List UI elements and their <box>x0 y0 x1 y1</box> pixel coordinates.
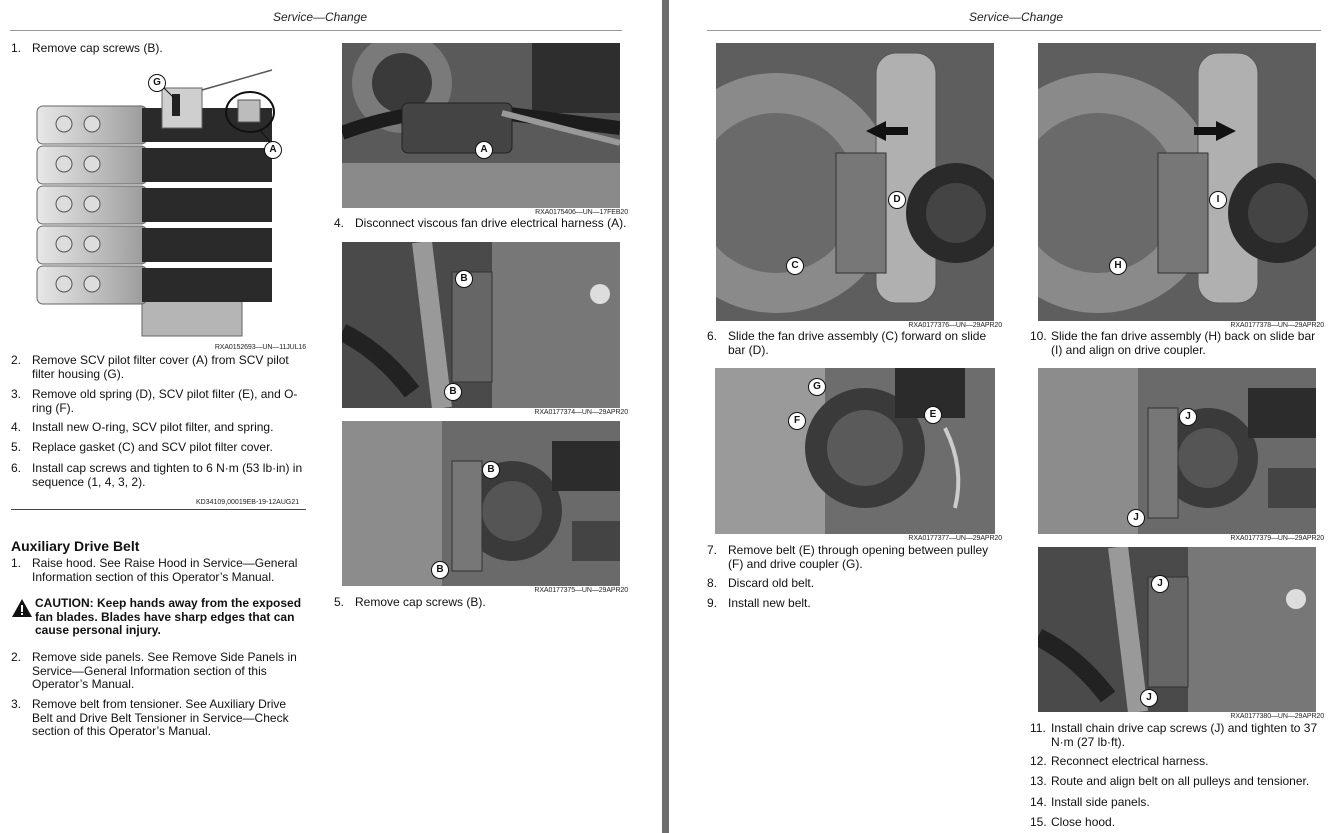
step-11: 11. Install chain drive cap screws (J) and tighten to 37 N·m (27 lb·ft). <box>1030 721 1318 749</box>
step-8: 8. Discard old belt. <box>707 576 815 590</box>
step-4-disconnect: 4. Disconnect viscous fan drive electrical harness (A). <box>334 216 627 230</box>
callout-j: J <box>1179 408 1197 426</box>
step-1: 1. Remove cap screws (B). <box>11 41 163 55</box>
callout-b: B <box>444 383 462 401</box>
section-rule <box>11 509 306 510</box>
photo-fan-drive-back <box>1038 43 1316 321</box>
step-5-remove: 5. Remove cap screws (B). <box>334 595 486 609</box>
image-caption: RXA0177374—UN—29APR20 <box>534 409 628 416</box>
callout-f: F <box>788 412 806 430</box>
step-5: 5. Replace gasket (C) and SCV pilot filter cover. <box>11 440 273 454</box>
photo-chain-drive-2 <box>1038 547 1316 712</box>
callout-a: A <box>475 141 493 159</box>
step-c3: 3. Remove belt from tensioner. See Auxiliary Drive Belt and Drive Belt Tensioner in Service—Check section of this Operator’s Manual. <box>11 697 289 738</box>
image-caption: RXA0175406—UN—17FEB20 <box>535 209 628 216</box>
callout-d: D <box>888 191 906 209</box>
step-6: 6. Install cap screws and tighten to 6 N·m (53 lb·in) in sequence (1, 4, 3, 2). <box>11 461 303 489</box>
page-header: Service—Change <box>273 10 368 24</box>
image-caption: RXA0177378—UN—29APR20 <box>1230 322 1324 329</box>
callout-e: E <box>924 406 942 424</box>
left-page <box>0 0 662 833</box>
step-10: 10. Slide the fan drive assembly (H) back on slide bar (I) and align on drive coupler. <box>1030 329 1316 357</box>
callout-c: C <box>786 257 804 275</box>
step-b1: 1. Raise hood. See Raise Hood in Service—General Information section of this Operator’s Manual. <box>11 556 298 584</box>
photo-cap-screws-1 <box>342 242 620 408</box>
warning-icon <box>11 598 33 618</box>
image-caption: RXA0177376—UN—29APR20 <box>908 322 1002 329</box>
callout-j: J <box>1151 575 1169 593</box>
step-3: 3. Remove old spring (D), SCV pilot filter (E), and O-ring (F). <box>11 387 298 415</box>
step-9: 9. Install new belt. <box>707 596 811 610</box>
image-caption: RXA0177377—UN—29APR20 <box>908 535 1002 542</box>
step-7: 7. Remove belt (E) through opening between pulley (F) and drive coupler (G). <box>707 543 989 571</box>
image-caption: RXA0177375—UN—29APR20 <box>534 587 628 594</box>
step-c2: 2. Remove side panels. See Remove Side Panels in Service—General Information section of this Operator’s Manual. <box>11 650 297 691</box>
image-caption: RXA0152693—UN—11JUL16 <box>214 344 306 351</box>
photo-harness <box>342 43 620 208</box>
photo-chain-drive-1 <box>1038 368 1316 534</box>
photo-belt-removal <box>715 368 995 534</box>
callout-g: G <box>148 74 166 92</box>
callout-a: A <box>264 141 282 159</box>
header-rule <box>10 30 622 31</box>
callout-j: J <box>1127 509 1145 527</box>
header-rule <box>707 30 1321 31</box>
photo-fan-drive-forward <box>716 43 994 321</box>
callout-b: B <box>482 461 500 479</box>
callout-g: G <box>808 378 826 396</box>
right-page <box>669 0 1331 833</box>
callout-b: B <box>455 270 473 288</box>
page-header: Service—Change <box>969 10 1064 24</box>
scv-valve-illustration <box>12 68 310 340</box>
section-title: Auxiliary Drive Belt <box>11 538 140 554</box>
step-6-slide: 6. Slide the fan drive assembly (C) forward on slide bar (D). <box>707 329 987 357</box>
callout-b: B <box>431 561 449 579</box>
step-14: 14. Install side panels. <box>1030 795 1150 809</box>
image-caption: RXA0177380—UN—29APR20 <box>1230 713 1324 720</box>
reference-code: KD34109,00019EB-19-12AUG21 <box>196 499 300 506</box>
step-12: 12. Reconnect electrical harness. <box>1030 754 1209 768</box>
photo-cap-screws-2 <box>342 421 620 586</box>
step-13: 13. Route and align belt on all pulleys and tensioner. <box>1030 774 1310 788</box>
step-15: 15. Close hood. <box>1030 815 1116 829</box>
caution-text: CAUTION: Keep hands away from the exposed fan blades. Blades have sharp edges that can cause personal injury. <box>35 596 302 637</box>
callout-j: J <box>1140 689 1158 707</box>
callout-h: H <box>1109 257 1127 275</box>
step-2: 2. Remove SCV pilot filter cover (A) from SCV pilot filter housing (G). <box>11 353 289 381</box>
image-caption: RXA0177379—UN—29APR20 <box>1230 535 1324 542</box>
step-4: 4. Install new O-ring, SCV pilot filter, and spring. <box>11 420 274 434</box>
callout-i: I <box>1209 191 1227 209</box>
